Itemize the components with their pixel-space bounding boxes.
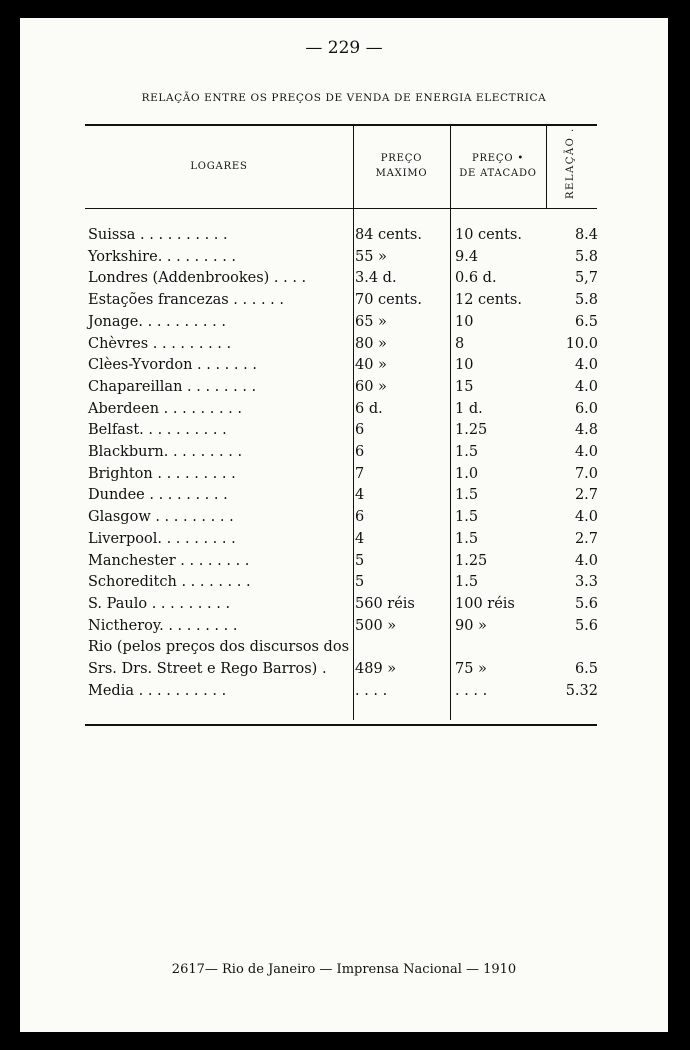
header-bottom-rule (85, 208, 597, 209)
table-row (20, 509, 668, 530)
row-relacao: 2.7 (574, 487, 598, 504)
table-row (20, 531, 668, 552)
table-row (20, 379, 668, 400)
header-preco-atacado: PREÇO • DE ATACADO (459, 153, 537, 179)
row-preco-maximo: 560 réis (355, 595, 415, 612)
row-name: Manchester . . . . . . . . (88, 552, 250, 569)
row-preco-atacado: 90 » (455, 617, 487, 634)
row-preco-maximo: 500 » (355, 617, 397, 634)
row-preco-atacado: 1.25 (455, 552, 488, 569)
row-name: Estações francezas . . . . . . (88, 292, 284, 309)
row-relacao: 5.6 (574, 595, 598, 612)
row-name: Aberdeen . . . . . . . . . (88, 400, 243, 417)
row-name: Chèvres . . . . . . . . . (88, 335, 232, 352)
row-relacao: 5,7 (574, 270, 598, 287)
row-preco-atacado: 1.0 (455, 465, 479, 482)
row-relacao: 10.0 (565, 335, 598, 352)
row-relacao: 5.6 (574, 617, 598, 634)
row-relacao: 4.0 (574, 509, 598, 526)
row-preco-maximo: 6 (355, 444, 365, 460)
table-row (20, 553, 668, 574)
table-row (20, 618, 668, 639)
table-row (20, 466, 668, 487)
row-name: Rio (pelos preços dos discursos dos (88, 639, 350, 656)
row-name: Londres (Addenbrookes) . . . . (88, 270, 307, 287)
column-divider-relacao (546, 126, 547, 208)
row-preco-atacado: 1.5 (455, 530, 479, 547)
row-name: Media . . . . . . . . . . (88, 682, 227, 699)
row-preco-maximo: 80 » (355, 335, 387, 352)
table-row (20, 314, 668, 335)
row-relacao: 5.8 (574, 292, 598, 309)
row-preco-maximo: 84 cents. (355, 227, 422, 243)
row-name: Nictheroy. . . . . . . . . (88, 617, 238, 634)
row-name: Belfast. . . . . . . . . . (88, 422, 227, 439)
table-bottom-rule (85, 724, 597, 726)
row-preco-maximo: 4 (355, 530, 365, 547)
imprint-footer: 2617— Rio de Janeiro — Imprensa Nacional — 1910 (171, 962, 517, 977)
row-preco-maximo: 489 » (355, 661, 397, 677)
document-page (20, 18, 668, 1032)
row-preco-atacado: 10 (455, 357, 474, 374)
table-row (20, 401, 668, 422)
row-name: Glasgow . . . . . . . . . (88, 509, 234, 526)
row-relacao: 6.0 (574, 400, 598, 417)
row-preco-atacado: 1.5 (455, 509, 479, 526)
row-preco-maximo: 5 (355, 552, 365, 569)
row-preco-maximo: 60 » (355, 378, 387, 395)
row-preco-maximo: 6 (355, 509, 365, 526)
row-relacao: 5.8 (574, 248, 598, 265)
row-name: Brighton . . . . . . . . . (88, 465, 236, 482)
row-preco-atacado: 100 réis (455, 595, 515, 612)
row-preco-atacado: 1.25 (455, 422, 488, 439)
table-title: RELAÇÃO ENTRE OS PREÇOS DE VENDA DE ENERGIA ELECTRICA (141, 92, 547, 104)
row-relacao: 6.5 (574, 661, 598, 677)
row-preco-atacado: 1.5 (455, 444, 479, 460)
row-preco-atacado: 1.5 (455, 487, 479, 504)
row-preco-atacado: 10 (455, 313, 474, 330)
header-relacao: RELAÇÃO . (565, 127, 576, 199)
row-name: Suissa . . . . . . . . . . (88, 227, 228, 243)
row-relacao: 4.8 (574, 422, 598, 439)
table-row (20, 227, 668, 248)
table-row (20, 336, 668, 357)
table-row (20, 683, 668, 704)
table-row (20, 249, 668, 270)
row-preco-atacado: 0.6 d. (455, 270, 497, 287)
row-relacao: 4.0 (574, 378, 598, 395)
row-preco-maximo: 7 (355, 465, 365, 482)
row-preco-maximo: 55 » (355, 248, 387, 265)
header-preco-maximo: PREÇO MAXIMO (375, 153, 428, 179)
row-preco-maximo: . . . . (355, 682, 388, 699)
row-name: Jonage. . . . . . . . . . (88, 313, 226, 330)
row-relacao: 4.0 (574, 444, 598, 460)
row-relacao: 2.7 (574, 530, 598, 547)
row-name: Chapareillan . . . . . . . . (88, 378, 257, 395)
row-preco-atacado: 15 (455, 378, 474, 395)
row-preco-atacado: 75 » (455, 661, 487, 677)
row-preco-atacado: 10 cents. (455, 227, 522, 243)
row-name: Yorkshire. . . . . . . . . (88, 248, 237, 265)
table-row (20, 357, 668, 378)
row-preco-maximo: 70 cents. (355, 292, 422, 309)
header-logares: LOGARES (190, 161, 248, 172)
page-number: — 229 — (305, 38, 383, 58)
row-relacao: 4.0 (574, 552, 598, 569)
row-name: Srs. Drs. Street e Rego Barros) . (88, 661, 327, 677)
table-row (20, 270, 668, 291)
row-preco-atacado: . . . . (455, 682, 488, 699)
table-top-rule (85, 124, 597, 126)
row-relacao: 7.0 (574, 465, 598, 482)
table-row (20, 292, 668, 313)
table-row (20, 639, 668, 660)
row-preco-atacado: 9.4 (455, 248, 479, 265)
row-name: Dundee . . . . . . . . . (88, 487, 228, 504)
row-preco-atacado: 12 cents. (455, 292, 522, 309)
row-relacao: 8.4 (574, 227, 598, 243)
row-name: Schoreditch . . . . . . . . (88, 574, 251, 591)
row-preco-atacado: 8 (455, 335, 465, 352)
row-preco-maximo: 5 (355, 574, 365, 591)
table-row (20, 487, 668, 508)
row-preco-maximo: 65 » (355, 313, 387, 330)
row-relacao: 3.3 (574, 574, 598, 591)
table-row (20, 596, 668, 617)
table-row (20, 574, 668, 595)
row-preco-atacado: 1.5 (455, 574, 479, 591)
table-row (20, 444, 668, 465)
row-preco-maximo: 6 (355, 422, 365, 439)
table-row (20, 422, 668, 443)
row-preco-maximo: 3.4 d. (355, 270, 397, 287)
row-relacao: 4.0 (574, 357, 598, 374)
table-row (20, 661, 668, 682)
row-relacao: 6.5 (574, 313, 598, 330)
row-preco-atacado: 1 d. (455, 400, 483, 417)
row-preco-maximo: 40 » (355, 357, 387, 374)
row-relacao: 5.32 (565, 682, 598, 699)
row-name: S. Paulo . . . . . . . . . (88, 595, 231, 612)
row-preco-maximo: 6 d. (355, 400, 383, 417)
row-name: Clèes-Yvordon . . . . . . . (88, 357, 257, 374)
row-preco-maximo: 4 (355, 487, 365, 504)
row-name: Liverpool. . . . . . . . . (88, 530, 236, 547)
row-name: Blackburn. . . . . . . . . (88, 444, 243, 460)
